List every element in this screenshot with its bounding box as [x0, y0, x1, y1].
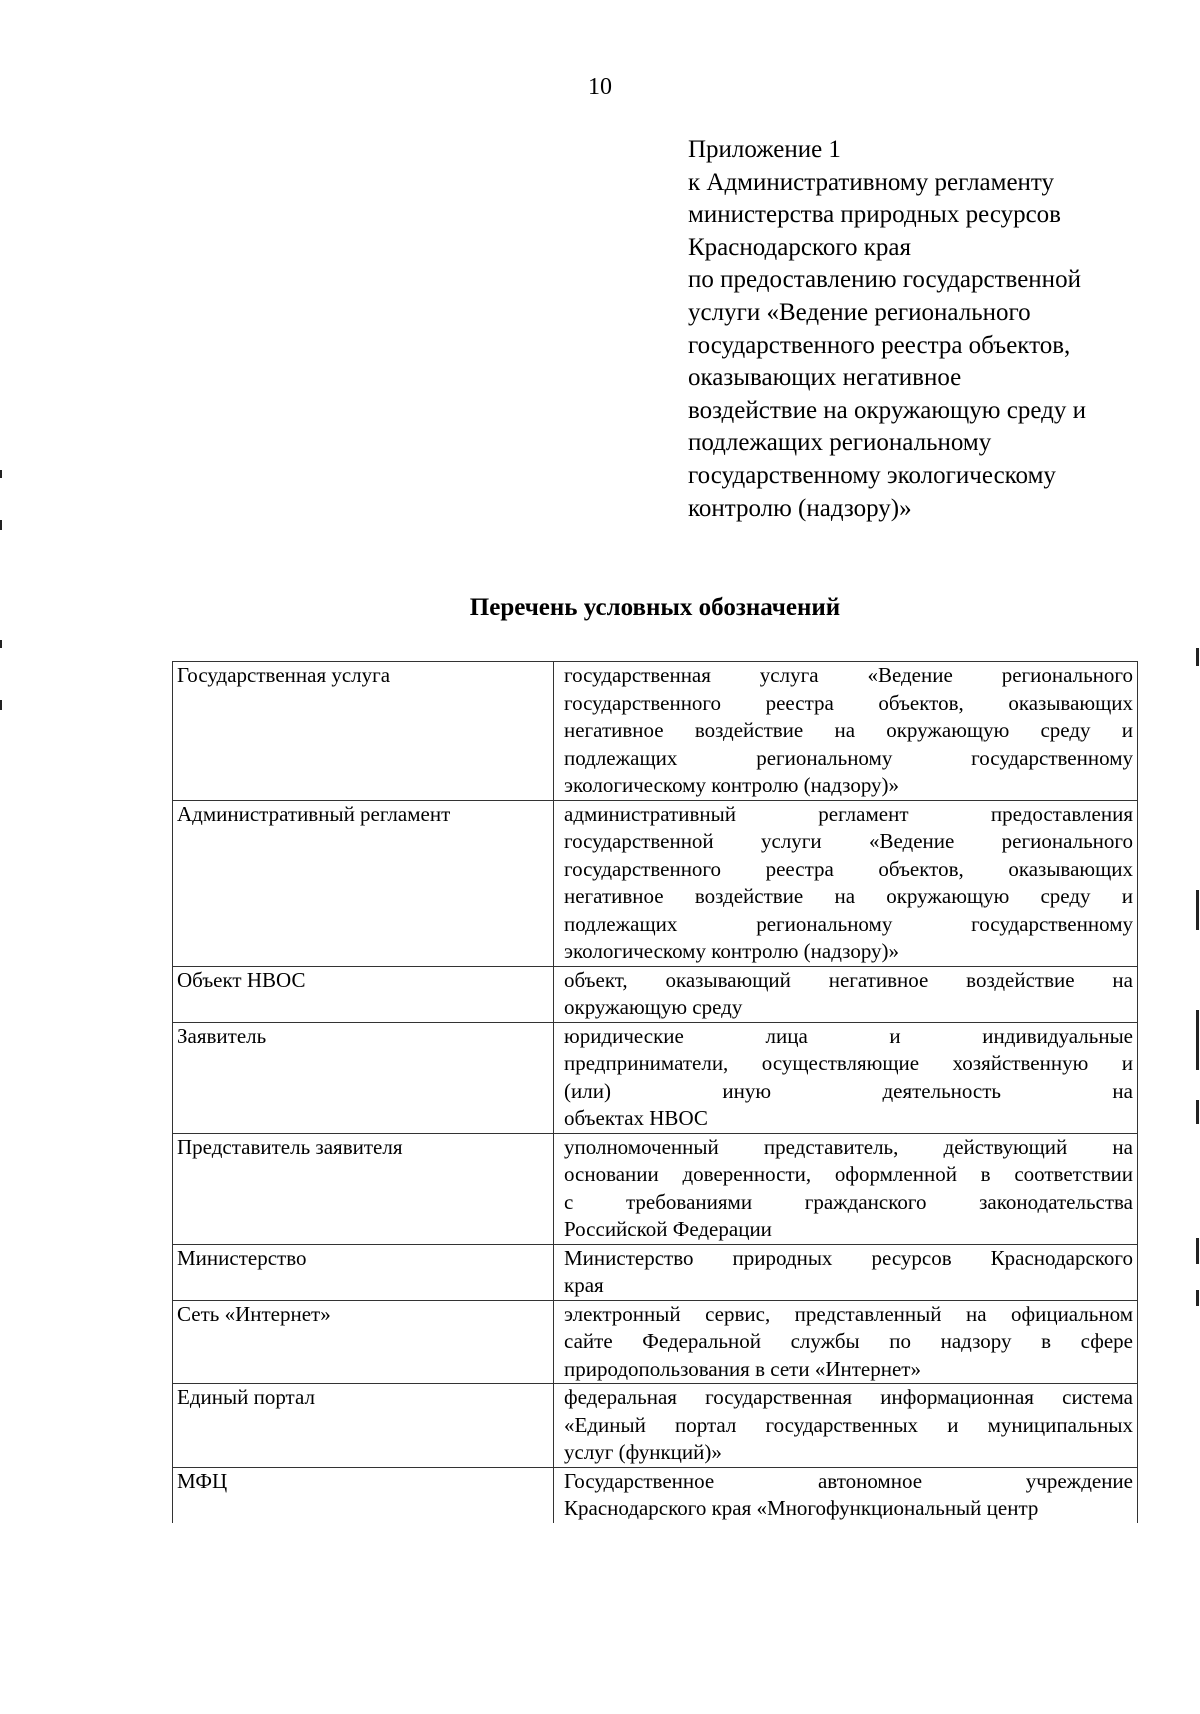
definition-cell — [554, 1467, 1138, 1523]
table-row — [173, 1133, 1138, 1244]
appendix-line: оказывающих негативное — [688, 364, 962, 392]
definition-line: юридические лица и индивидуальные — [564, 1023, 1133, 1048]
definition-cell — [554, 1022, 1138, 1133]
definition-line: административный регламент предоставления — [564, 801, 1133, 826]
definition-line: подлежащих региональному государственному — [564, 745, 1133, 770]
definition-line: экологическому контролю (надзору)» — [564, 939, 900, 963]
term-cell: МФЦ — [173, 1467, 554, 1523]
term-cell: Единый портал — [173, 1384, 554, 1468]
appendix-line: воздействие на окружающую среду и — [688, 396, 1086, 424]
appendix-line: Приложение 1 — [688, 136, 841, 163]
definition-line: основании доверенности, оформленной в соответствии — [564, 1162, 1133, 1186]
definition-cell — [554, 1133, 1138, 1244]
scan-artifact — [1196, 1010, 1199, 1070]
definition-line: уполномоченный представитель, действующий на — [564, 1134, 1133, 1159]
definition-line: объект, оказывающий негативное воздействие на — [564, 967, 1133, 992]
term-cell: Заявитель — [173, 1022, 554, 1133]
term-cell: Государственная услуга — [173, 662, 554, 801]
definition-line: государственной услуги «Ведение регионального — [564, 829, 1133, 853]
appendix-line: услуги «Ведение регионального — [688, 298, 1031, 326]
definition-line: природопользования в сети «Интернет» — [564, 1356, 921, 1381]
legend-table-body — [173, 662, 1138, 1523]
term-cell: Административный регламент — [173, 800, 554, 966]
page-number: 10 — [588, 74, 612, 100]
table-row — [173, 800, 1138, 966]
term-cell: Объект НВОС — [173, 966, 554, 1022]
table-row — [173, 966, 1138, 1022]
scan-artifact — [1196, 1100, 1199, 1124]
scan-artifact — [0, 640, 2, 648]
appendix-line: Краснодарского края — [688, 233, 911, 261]
definition-line: окружающую среду — [564, 995, 743, 1019]
definition-line: (или) иную деятельность на — [564, 1078, 1133, 1103]
definition-line: Государственное автономное учреждение — [564, 1468, 1133, 1493]
definition-line: объектах НВОС — [564, 1106, 708, 1130]
definition-line: электронный сервис, представленный на официальном — [564, 1301, 1133, 1326]
appendix-line: подлежащих региональному — [688, 429, 992, 457]
table-row — [173, 1467, 1138, 1523]
definition-line: негативное воздействие на окружающую среду и — [564, 718, 1133, 742]
definition-line: Краснодарского края «Многофункциональный центр — [564, 1496, 1039, 1520]
definition-line: края — [564, 1273, 604, 1297]
scan-artifact — [0, 700, 2, 710]
scan-artifact — [1196, 1238, 1199, 1264]
table-row — [173, 662, 1138, 801]
appendix-line: по предоставлению государственной — [688, 266, 1081, 294]
scan-artifact — [1196, 648, 1199, 666]
scan-artifact — [1196, 1290, 1199, 1306]
definition-cell — [554, 800, 1138, 966]
definition-line: государственного реестра объектов, оказывающих — [564, 856, 1133, 881]
table-row — [173, 1384, 1138, 1468]
table-row — [173, 1244, 1138, 1300]
definition-cell — [554, 662, 1138, 801]
definition-line: государственная услуга «Ведение регионального — [564, 663, 1133, 687]
definition-line: федеральная государственная информационная система — [564, 1385, 1133, 1409]
document-title: Перечень условных обозначений — [469, 594, 841, 621]
definition-line: сайте Федеральной службы по надзору в сфере — [564, 1329, 1133, 1353]
appendix-line: государственному экологическому — [688, 461, 1056, 489]
table-row — [173, 1022, 1138, 1133]
definition-line: предприниматели, осуществляющие хозяйственную и — [564, 1051, 1133, 1075]
appendix-line: контролю (надзору)» — [688, 494, 912, 522]
definition-cell — [554, 966, 1138, 1022]
definition-cell — [554, 1244, 1138, 1300]
term-cell: Представитель заявителя — [173, 1133, 554, 1244]
scan-artifact — [1196, 890, 1199, 930]
definition-line: Российской Федерации — [564, 1217, 772, 1241]
definition-line: государственного реестра объектов, оказывающих — [564, 690, 1133, 715]
appendix-line: государственного реестра объектов, — [688, 331, 1071, 359]
definition-line: с требованиями гражданского законодательства — [564, 1189, 1133, 1214]
definition-line: подлежащих региональному государственному — [564, 911, 1133, 936]
term-cell: Сеть «Интернет» — [173, 1300, 554, 1384]
appendix-line: министерства природных ресурсов — [688, 201, 1061, 229]
legend-table — [172, 661, 1138, 1523]
term-cell: Министерство — [173, 1244, 554, 1300]
scan-artifact — [0, 520, 2, 530]
definition-line: услуг (функций)» — [564, 1440, 722, 1464]
definition-cell — [554, 1384, 1138, 1468]
definition-line: Министерство природных ресурсов Краснодарского — [564, 1245, 1133, 1270]
appendix-line: к Административному регламенту — [688, 168, 1055, 196]
appendix-header — [688, 134, 1168, 525]
definition-line: экологическому контролю (надзору)» — [564, 773, 900, 797]
table-row — [173, 1300, 1138, 1384]
definition-line: «Единый портал государственных и муниципальных — [564, 1412, 1133, 1437]
scan-artifact — [0, 470, 2, 478]
definition-cell — [554, 1300, 1138, 1384]
definition-line: негативное воздействие на окружающую среду и — [564, 884, 1133, 908]
